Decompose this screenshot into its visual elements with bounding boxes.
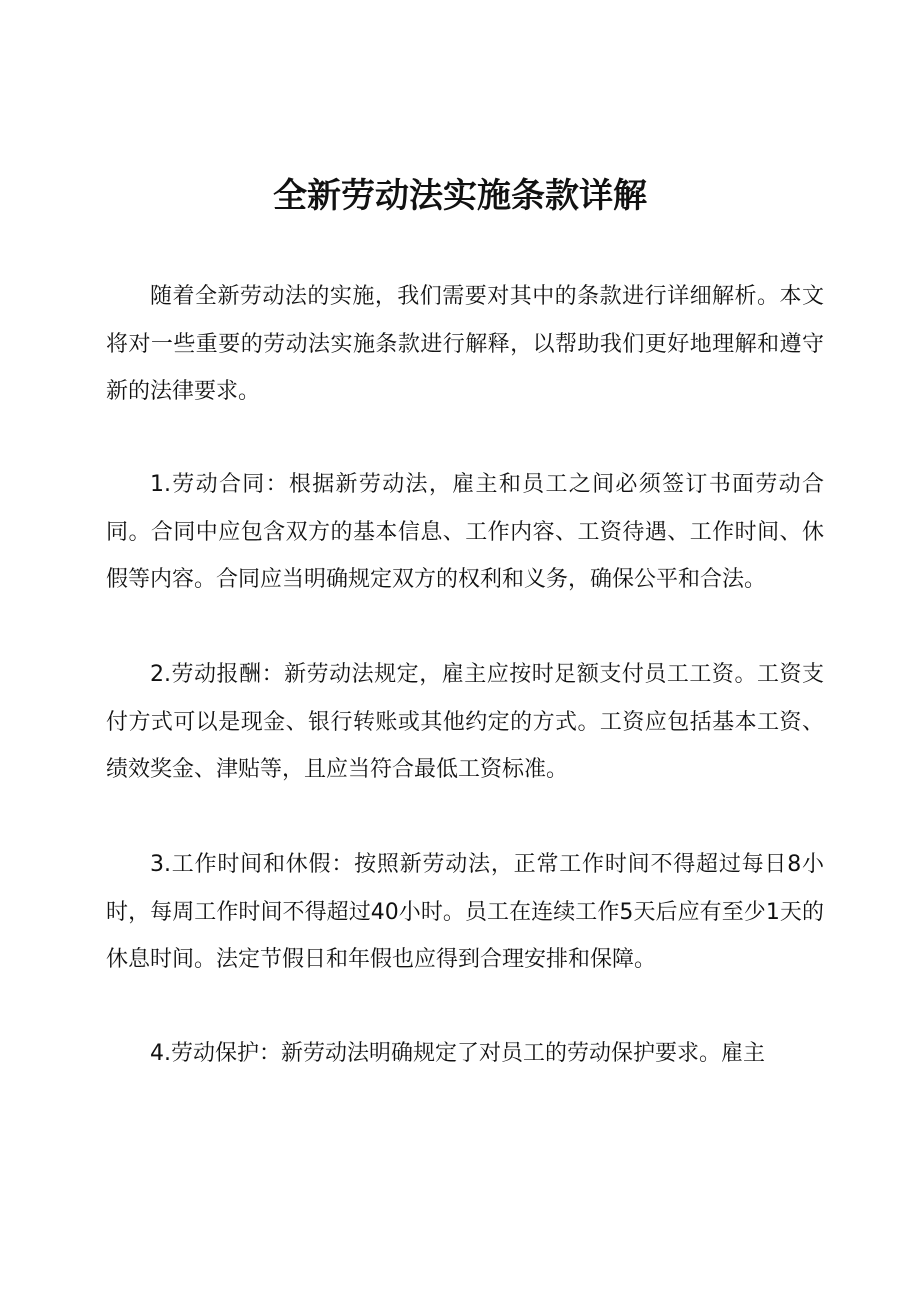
clause-labor-protection: 4.劳动保护：新劳动法明确规定了对员工的劳动保护要求。雇主 <box>150 1041 765 1066</box>
clause-labor-remuneration: 2.劳动报酬：新劳动法规定，雇主应按时足额支付员工工资。工资支付方式可以是现金、银行转账或其他约定的方式。工资应包括基本工资、绩效奖金、津贴等，且应当符合最低工资标准。 <box>106 662 824 782</box>
clause-working-hours-and-leave: 3.工作时间和休假：按照新劳动法，正常工作时间不得超过每日8小时，每周工作时间不得超过40小时。员工在连续工作5天后应有至少1天的休息时间。法定节假日和年假也应得到合理安排和保障。 <box>106 852 824 972</box>
intro-paragraph: 随着全新劳动法的实施，我们需要对其中的条款进行详细解析。本文将对一些重要的劳动法实施条款进行解释，以帮助我们更好地理解和遵守新的法律要求。 <box>106 284 824 404</box>
document-title: 全新劳动法实施条款详解 <box>273 176 647 216</box>
clause-labor-contract: 1.劳动合同：根据新劳动法，雇主和员工之间必须签订书面劳动合同。合同中应包含双方的基本信息、工作内容、工资待遇、工作时间、休假等内容。合同应当明确规定双方的权利和义务，确保公平和合法。 <box>106 472 824 592</box>
